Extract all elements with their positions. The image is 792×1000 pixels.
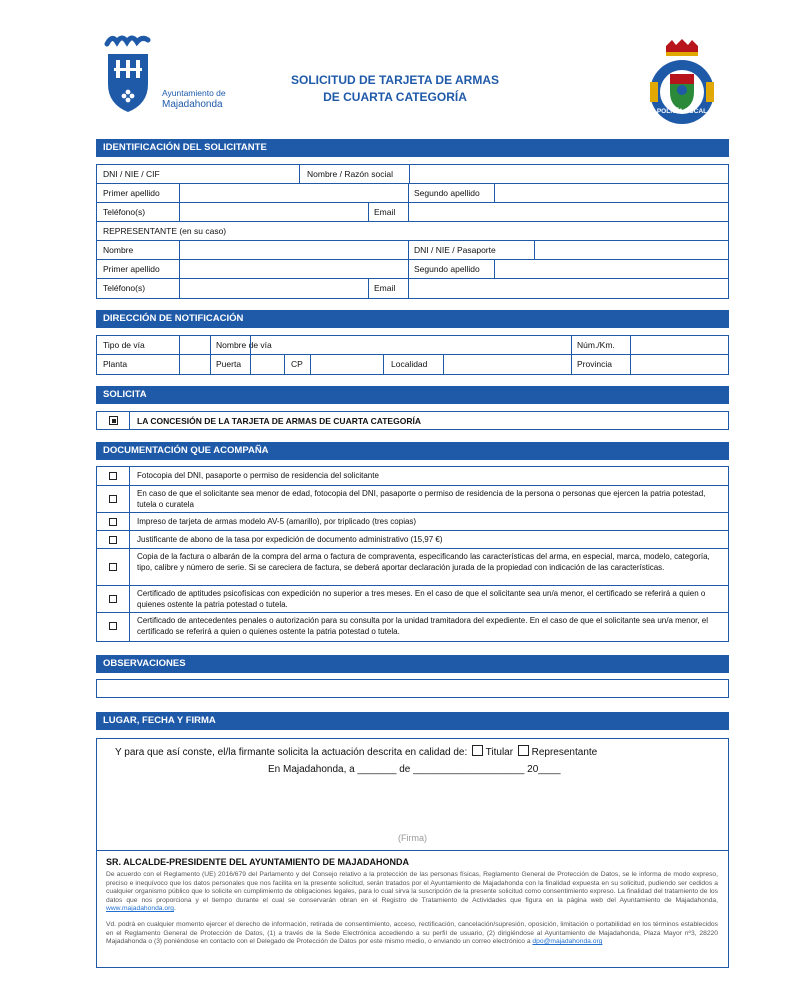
planta-input[interactable]	[179, 355, 210, 374]
document-title-line2: DE CUARTA CATEGORÍA	[323, 90, 467, 104]
org-name-line2: Majadahonda	[162, 99, 223, 110]
firma-placeholder: (Firma)	[398, 833, 427, 843]
rep-primer-apellido-input[interactable]	[179, 260, 408, 278]
puerta-label: Puerta	[216, 359, 242, 369]
puerta-input[interactable]	[250, 355, 284, 374]
provincia-label: Provincia	[577, 359, 612, 369]
nombre-razon-input[interactable]	[409, 165, 728, 183]
representante-label: REPRESENTANTE (en su caso)	[103, 226, 227, 236]
firma-line1-text: Y para que así conste, el/la firmante solicita la actuación descrita en calidad de:	[115, 747, 468, 758]
nombre-via-input[interactable]	[250, 336, 571, 354]
doc-checkbox[interactable]	[109, 472, 117, 480]
legal-notice-2-text: Vd. podrá en cualquier momento ejercer el derecho de información, retirada de consentimiento, acceso, rectificación, cancelación/supresión, oposición, limitación o portabilidad en los términos establecidos en el Reglamento General de Protección de Datos, (1) a través de la Sede Electrónica accediendo a su perfil de usuario, (2) dirigiéndose al Ayuntamiento de Majadahonda, Plaza Mayor nº3, 28220 Majadahonda o (3) poniéndose en contacto con el Delegado de Protección de Datos por este mismo medio, o enviando un correo electrónico a	[106, 921, 718, 946]
row-dni	[97, 165, 728, 184]
rep-segundo-apellido-label: Segundo apellido	[414, 264, 480, 274]
row-telefono	[97, 203, 728, 222]
rep-primer-apellido-label: Primer apellido	[103, 264, 160, 274]
rep-nombre-input[interactable]	[179, 241, 408, 259]
firma-box	[96, 738, 729, 968]
doc-checkbox[interactable]	[109, 595, 117, 603]
rep-dni-input[interactable]	[534, 241, 728, 259]
provincia-input[interactable]	[630, 355, 728, 374]
row-representante	[97, 222, 728, 241]
doc-item-text: Certificado de aptitudes psicofísicas con expedición no superior a tres meses. En el caso de que el solicitante sea un/a menor, el certificado se referirá a quien o quienes ostente la patria potestad o tutela.	[137, 589, 706, 609]
titular-checkbox[interactable]	[472, 745, 483, 756]
primer-apellido-label: Primer apellido	[103, 188, 160, 198]
doc-item-text: Copia de la factura o albarán de la compra del arma o factura de compraventa, especificando las características del arma, en especial, marca, modelo, categoría, tipo, calibre y número de serie. Si se careciera de factura, se deberá aportar declaración jurada de la propiedad con indicación de las características.	[137, 552, 710, 572]
row-apellidos	[97, 184, 728, 203]
dpo-email-link[interactable]: dpo@majadahonda.org	[532, 938, 603, 946]
firma-statement	[115, 745, 597, 758]
cp-label: CP	[291, 359, 303, 369]
section-identificacion-heading: IDENTIFICACIÓN DEL SOLICITANTE	[96, 139, 729, 157]
direccion-table	[96, 335, 729, 375]
solicita-box	[96, 411, 729, 430]
num-km-input[interactable]	[630, 336, 728, 354]
doc-item	[97, 467, 728, 486]
majadahonda-logo	[104, 32, 154, 116]
section-solicita-heading: SOLICITA	[96, 386, 729, 404]
observaciones-input[interactable]	[96, 679, 729, 698]
telefono-label: Teléfono(s)	[103, 207, 146, 217]
solicita-option-label: LA CONCESIÓN DE LA TARJETA DE ARMAS DE CUARTA CATEGORÍA	[137, 416, 421, 426]
row-rep-telefono	[97, 279, 728, 298]
row-rep-nombre	[97, 241, 728, 260]
nombre-razon-label: Nombre / Razón social	[307, 169, 393, 179]
doc-item-text: Impreso de tarjeta de armas modelo AV-5 (amarillo), por triplicado (tres copias)	[137, 517, 417, 526]
legal-notice-1-text: De acuerdo con el Reglamento (UE) 2016/679 del Parlamento y del Consejo relativo a la protección de las personas físicas, Reglamento General de Protección de Datos, se le informa de modo expreso, preciso e inequívoco que los datos personales que nos facilita en la presente solicitud, serán tratados por el Ayuntamiento de Majadahonda con la finalidad expuesta en su solicitud, pudiendo ser cedidos a cualquier organismo público que lo solicite en cumplimiento de obligaciones legales, para lo cual sirva la suscripción de la presente solicitud como consentimiento expreso. La finalidad del tratamiento de los datos que nos proporciona y el tiempo durante el cual se conservarán obran en el Registro de Tratamiento de Actividades que figura en la página web del Ayuntamiento de Majadahonda,	[106, 871, 718, 904]
num-km-label: Núm./Km.	[577, 340, 615, 350]
legal-notice-1: De acuerdo con el Reglamento (UE) 2016/679 del Parlamento y del Consejo relativo a la protección de las personas físicas, Reglamento General de Protección de Datos, se le informa de modo expreso, preciso e inequívoco que los datos personales que nos facilita en la presente solicitud, serán tratados por el Ayuntamiento de Majadahonda con la finalidad expuesta en su solicitud, pudiendo ser cedidos a cualquier organismo público que lo solicite en cumplimiento de obligaciones legales, para lo cual sirva la suscripción de la presente solicitud como consentimiento expreso. La finalidad del tratamiento de los datos que nos proporciona y el tiempo durante el cual se conservarán obran en el Registro de Tratamiento de Actividades que figura en la página web del Ayuntamiento de Majadahonda, www.majadahonda.org.	[106, 871, 718, 913]
legal-notice-2	[106, 921, 718, 947]
identificacion-table	[96, 164, 729, 299]
titular-label: Titular	[485, 747, 514, 758]
addressee: SR. ALCALDE-PRESIDENTE DEL AYUNTAMIENTO DE MAJADAHONDA	[106, 857, 410, 867]
row-via	[97, 336, 728, 355]
doc-item-text: Certificado de antecedentes penales o autorización para su consulta por la unidad tramitadora del expediente. En el caso de que el solicitante sea un/a menor, el certificado se referirá a quien o quienes ostente la patria potestad o tutela.	[137, 616, 709, 636]
row-planta	[97, 355, 728, 374]
rep-telefono-input[interactable]	[179, 279, 368, 298]
rep-nombre-label: Nombre	[103, 245, 134, 255]
segundo-apellido-label: Segundo apellido	[414, 188, 480, 198]
tipo-via-label: Tipo de vía	[103, 340, 145, 350]
tipo-via-input[interactable]	[179, 336, 210, 354]
police-badge-text: POLICÍA LOCAL	[656, 108, 708, 115]
doc-checkbox[interactable]	[109, 536, 117, 544]
rep-segundo-apellido-input[interactable]	[494, 260, 728, 278]
doc-checkbox[interactable]	[109, 622, 117, 630]
rep-email-label: Email	[374, 283, 396, 293]
doc-item-text: En caso de que el solicitante sea menor de edad, fotocopia del DNI, pasaporte o permiso de residencia de la persona o personas que ejercen la patria potestad, tutela o curatela	[137, 489, 706, 509]
primer-apellido-input[interactable]	[179, 184, 408, 202]
email-label: Email	[374, 207, 396, 217]
solicita-checkbox[interactable]	[109, 416, 118, 425]
planta-label: Planta	[103, 359, 128, 369]
document-title-line1: SOLICITUD DE TARJETA DE ARMAS	[290, 73, 499, 87]
segundo-apellido-input[interactable]	[494, 184, 728, 202]
org-name-line1: Ayuntamiento de	[162, 88, 226, 98]
firma-date-line: En Majadahonda, a _______ de ____________________ 20____	[268, 764, 561, 775]
doc-checkbox[interactable]	[109, 495, 117, 503]
doc-item	[97, 486, 728, 513]
documentacion-table	[96, 466, 729, 642]
doc-checkbox[interactable]	[109, 518, 117, 526]
section-observaciones-heading: OBSERVACIONES	[96, 655, 729, 673]
localidad-input[interactable]	[443, 355, 571, 374]
doc-item-text: Justificante de abono de la tasa por expedición de documento administrativo (15,97 €)	[137, 535, 443, 544]
website-link[interactable]: www.majadahonda.org	[106, 905, 175, 913]
doc-checkbox[interactable]	[109, 563, 117, 571]
section-firma-heading: LUGAR, FECHA Y FIRMA	[96, 712, 729, 730]
doc-item	[97, 613, 728, 641]
rep-telefono-label: Teléfono(s)	[103, 283, 146, 293]
police-shield-logo	[646, 38, 718, 126]
email-input[interactable]	[408, 203, 728, 221]
section-direccion-heading: DIRECCIÓN DE NOTIFICACIÓN	[96, 310, 729, 328]
dni-label: DNI / NIE / CIF	[103, 169, 160, 179]
rep-email-input[interactable]	[408, 279, 728, 298]
rep-dni-label: DNI / NIE / Pasaporte	[414, 245, 496, 255]
row-rep-apellidos	[97, 260, 728, 279]
doc-item	[97, 513, 728, 531]
doc-item	[97, 586, 728, 613]
cp-input[interactable]	[310, 355, 383, 374]
telefono-input[interactable]	[179, 203, 368, 221]
representante-checkbox[interactable]	[518, 745, 529, 756]
doc-item	[97, 531, 728, 549]
representante-checkbox-label: Representante	[531, 747, 598, 758]
doc-item-text: Fotocopia del DNI, pasaporte o permiso de residencia del solicitante	[137, 471, 379, 480]
nombre-via-label: Nombre de vía	[216, 340, 272, 350]
doc-item	[97, 549, 728, 586]
section-documentacion-heading: DOCUMENTACIÓN QUE ACOMPAÑA	[96, 442, 729, 460]
localidad-label: Localidad	[391, 359, 428, 369]
